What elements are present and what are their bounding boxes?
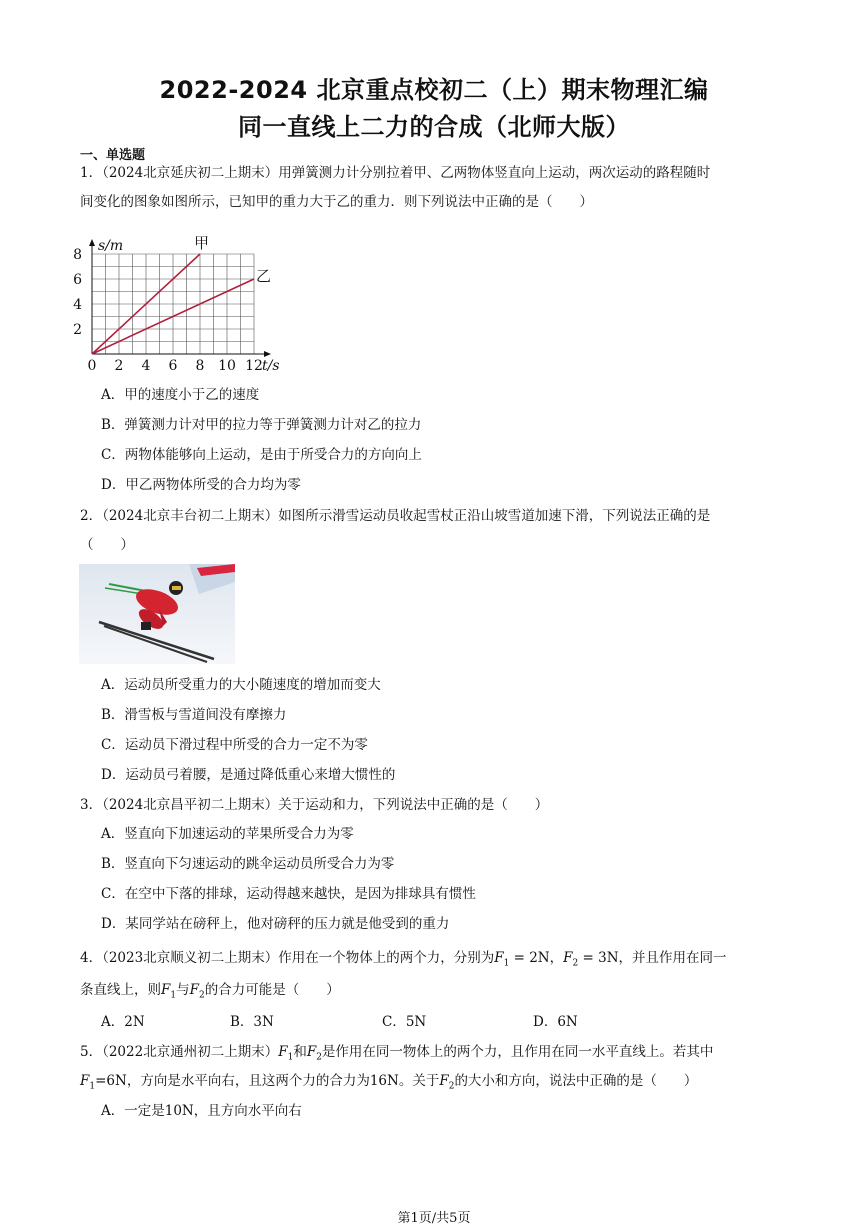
q4-option-d[interactable]: D．6N — [533, 1014, 578, 1030]
page-footer: 第1页/共5页 — [397, 1211, 471, 1226]
q4-option-a[interactable]: A．2N — [101, 1014, 145, 1030]
q2-option-d[interactable]: D．运动员弓着腰，是通过降低重心来增大惯性的 — [101, 767, 396, 783]
q4-stem-line1: 4．（2023北京顺义初二上期末）作用在一个物体上的两个力，分别为$F_1 = 2N$，$F_2 = 3N$，并且作用在同一 — [80, 950, 727, 969]
y-tick-label: 8 — [73, 247, 82, 263]
q1-option-a[interactable]: A．甲的速度小于乙的速度 — [101, 387, 260, 403]
q5-stem-line2: $F_1=6N$，方向是水平向右，且这两个力的合力为16N。关于$F_2$的大小和方向，说法中正确的是（ ） — [80, 1073, 698, 1092]
x-tick-label: 0 — [87, 358, 97, 374]
q4-stem-line2: 条直线上，则$F_1$与$F_2$的合力可能是（ ） — [80, 982, 340, 1001]
y-axis-arrow — [89, 239, 95, 246]
y-axis-label: s/m — [98, 238, 124, 254]
q1-option-c[interactable]: C．两物体能够向上运动，是由于所受合力的方向向上 — [101, 447, 422, 463]
q2-option-b[interactable]: B．滑雪板与雪道间没有摩擦力 — [101, 707, 287, 723]
x-tick-label: 12 — [245, 358, 263, 374]
q2-stem-line1: 2．（2024北京丰台初二上期末）如图所示滑雪运动员收起雪杖正沿山坡雪道加速下滑，下列说法正确的是 — [80, 508, 711, 524]
q2-option-a[interactable]: A．运动员所受重力的大小随速度的增加而变大 — [101, 677, 381, 693]
x-axis-arrow — [264, 351, 271, 357]
series-label: 甲 — [194, 234, 210, 252]
x-axis-label: t/s — [262, 358, 280, 374]
section-heading: 一、单选题 — [80, 148, 146, 163]
q3-option-c[interactable]: C．在空中下落的排球，运动得越来越快，是因为排球具有惯性 — [101, 886, 476, 902]
q1-stem-line1: 1．（2024北京延庆初二上期末）用弹簧测力计分别拉着甲、乙两物体竖直向上运动，两次运动的路程随时 — [80, 165, 711, 181]
st-graph — [62, 222, 292, 380]
q2-option-c[interactable]: C．运动员下滑过程中所受的合力一定不为零 — [101, 737, 368, 753]
q4-option-c[interactable]: C．5N — [382, 1014, 427, 1030]
x-tick-label: 8 — [195, 358, 205, 374]
q1-stem-line2: 间变化的图象如图所示，已知甲的重力大于乙的重力．则下列说法中正确的是（ ） — [80, 194, 593, 210]
q3-option-b[interactable]: B．竖直向下匀速运动的跳伞运动员所受合力为零 — [101, 856, 395, 872]
q4-option-b[interactable]: B．3N — [230, 1014, 274, 1030]
x-tick-label: 10 — [218, 358, 236, 374]
q1-option-b[interactable]: B．弹簧测力计对甲的拉力等于弹簧测力计对乙的拉力 — [101, 417, 422, 433]
q2-stem-line2: （ ） — [80, 537, 134, 553]
q1-option-d[interactable]: D．甲乙两物体所受的合力均为零 — [101, 477, 301, 493]
x-tick-label: 4 — [141, 358, 151, 374]
series-label: 乙 — [256, 267, 272, 285]
q3-option-a[interactable]: A．竖直向下加速运动的苹果所受合力为零 — [101, 826, 354, 842]
q5-option-a[interactable]: A．一定是10N，且方向水平向右 — [101, 1103, 302, 1119]
y-tick-label: 6 — [73, 272, 82, 288]
y-tick-label: 2 — [73, 322, 82, 338]
q5-stem-line1: 5．（2022北京通州初二上期末）$F_1$和$F_2$是作用在同一物体上的两个力，且作用在同一水平直线上。若其中 — [80, 1044, 714, 1063]
page-title-line1: 2022-2024 北京重点校初二（上）期末物理汇编 — [159, 76, 709, 104]
q3-option-d[interactable]: D．某同学站在磅秤上，他对磅秤的压力就是他受到的重力 — [101, 916, 450, 932]
skier-photo — [79, 564, 235, 664]
y-tick-label: 4 — [73, 297, 82, 313]
x-tick-label: 2 — [114, 358, 124, 374]
x-tick-label: 6 — [168, 358, 178, 374]
page-title-line2: 同一直线上二力的合成（北师大版） — [238, 113, 630, 141]
q3-stem: 3．（2024北京昌平初二上期末）关于运动和力，下列说法中正确的是（ ） — [80, 797, 549, 813]
